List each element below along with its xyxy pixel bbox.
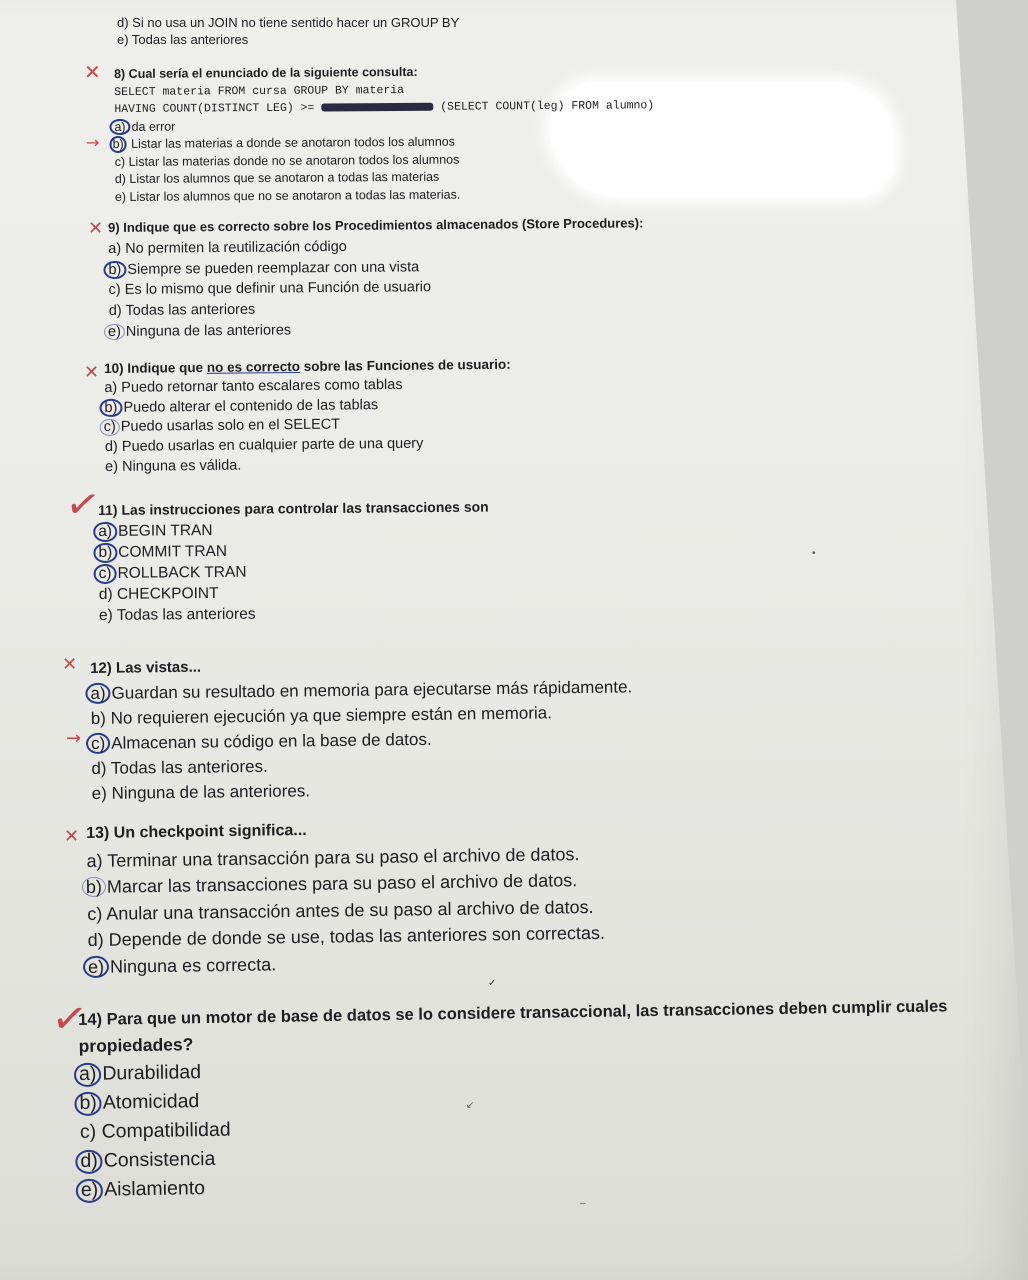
option-text: Ninguna de las anteriores — [125, 322, 292, 340]
answer-circle: a) — [74, 1063, 102, 1087]
option-letter: c) — [79, 1120, 97, 1143]
option-text: Durabilidad — [102, 1061, 202, 1085]
answer-circle: a) — [109, 118, 130, 135]
option-letter: a) — [108, 240, 122, 257]
answer-circle: b) — [103, 260, 126, 279]
option-letter: d) — [98, 585, 113, 603]
title-underlined: no es correcto — [206, 358, 300, 375]
answer-circle: b) — [99, 398, 122, 417]
question-8-code-line-1: SELECT materia FROM cursa GROUP BY materia — [114, 83, 405, 99]
question-9-title: 9) Indique que es correcto sobre los Procedimientos almacenados (Store Procedures): — [108, 215, 644, 235]
answer-circle: e) — [76, 1179, 104, 1203]
question-14 — [78, 994, 950, 1205]
option-letter: a) — [86, 850, 103, 871]
question-13-title: 13) Un checkpoint significa... — [86, 821, 307, 842]
prev-option-e: e) Todas las anteriores — [117, 32, 249, 47]
answer-circle: e) — [104, 324, 125, 341]
option-text: Listar las materias a donde se anotaron todos los alumnos — [131, 134, 456, 151]
question-14-title-line-1: 14) Para que un motor de base de datos se lo considere transaccional, las transacciones deben cumplir cuales — [78, 997, 948, 1029]
scribble-mark — [321, 103, 433, 112]
arrow-mark-q8: → — [86, 133, 100, 152]
option-text: Atomicidad — [102, 1090, 200, 1114]
option-letter: a) — [104, 379, 118, 396]
option-text: Almacenan su código en la base de datos. — [111, 729, 432, 753]
correct-mark-q14: ✓ — [48, 991, 91, 1046]
option-text: ROLLBACK TRAN — [117, 563, 247, 582]
option-letter: d) — [91, 758, 107, 778]
question-8-title: 8) Cual sería el enunciado de la siguiente consulta: — [114, 64, 418, 81]
answer-circle: b) — [82, 877, 106, 897]
option-text: Listar los alumnos que no se anotaron a todas las materias. — [129, 187, 461, 204]
option-text: Aislamiento — [104, 1177, 206, 1201]
option-letter: e) — [91, 783, 107, 803]
speck: • — [812, 548, 816, 559]
option-text: Todas las anteriores — [125, 301, 256, 320]
answer-circle: c) — [100, 419, 120, 436]
wrong-mark-q10: ✕ — [84, 362, 100, 383]
option-text: Guardan su resultado en memoria para ejecutarse más rápidamente. — [111, 677, 633, 703]
option-letter: e) — [105, 458, 119, 475]
option-letter: e) — [114, 189, 127, 204]
option-text: Listar los alumnos que se anotaron a todas las materias — [129, 169, 440, 186]
question-11 — [98, 497, 490, 626]
speck: ↙ — [466, 1100, 475, 1111]
option-letter: c) — [108, 282, 121, 299]
option-text: Anular una transacción antes de su paso al archivo de datos. — [106, 896, 594, 924]
option-text: CHECKPOINT — [116, 584, 219, 603]
question-12-title: 12) Las vistas... — [90, 658, 202, 677]
option-letter: e) — [98, 606, 113, 624]
prev-option-d: d) Si no usa un JOIN no tiene sentido hacer un GROUP BY — [117, 15, 460, 30]
question-10 — [104, 355, 512, 478]
wrong-mark-q9: ✕ — [88, 218, 104, 239]
option-text: BEGIN TRAN — [117, 522, 213, 540]
answer-circle: a) — [93, 522, 117, 542]
wrong-mark-q12: ✕ — [62, 654, 78, 675]
answer-circle: c) — [94, 564, 117, 584]
question-13 — [86, 814, 606, 980]
option-letter: d) — [108, 303, 122, 320]
option-text: Todas las anteriores. — [110, 756, 268, 778]
option-text: No requieren ejecución ya que siempre están en memoria. — [110, 703, 553, 728]
speck: – — [580, 1198, 586, 1209]
question-11-option-e — [99, 602, 490, 626]
answer-circle: d) — [75, 1150, 103, 1174]
speck: ✓ — [488, 978, 497, 989]
question-11-title: 11) Las instrucciones para controlar las transacciones son — [98, 498, 489, 518]
option-letter: d) — [114, 171, 126, 186]
option-text: Puedo alterar el contenido de las tablas — [123, 396, 379, 416]
option-text: Todas las anteriores — [116, 605, 256, 624]
answer-circle: b) — [93, 543, 117, 563]
option-text: Consistencia — [103, 1147, 216, 1172]
option-text: Es lo mismo que definir una Función de usuario — [124, 279, 432, 299]
title-part: 10) Indique que — [104, 359, 204, 376]
option-text: Compatibilidad — [101, 1118, 231, 1143]
question-12 — [90, 649, 634, 806]
title-part: sobre las Funciones de usuario: — [303, 356, 511, 374]
question-8-code-subquery: (SELECT COUNT(leg) FROM alumno) — [440, 99, 655, 114]
option-text: Siempre se pueden reemplazar con una vista — [127, 258, 420, 278]
answer-circle: b) — [109, 136, 126, 153]
option-text: Ninguna es válida. — [121, 457, 242, 475]
answer-circle: e) — [83, 955, 109, 977]
question-8 — [114, 62, 655, 206]
answer-circle: b) — [74, 1092, 102, 1116]
option-letter: d) — [104, 439, 118, 456]
option-letter: c) — [87, 903, 103, 924]
option-text: Marcar las transacciones para su paso el archivo de datos. — [106, 870, 578, 897]
question-14-title-line-2: propiedades? — [78, 1034, 194, 1056]
arrow-mark-q12: → — [66, 728, 82, 749]
option-text: Listar las materias donde no se anotaron todos los alumnos — [128, 152, 460, 169]
option-text: Ninguna de las anteriores. — [111, 781, 311, 803]
option-text: Depende de donde se use, todas las anteriores son correctas. — [108, 922, 606, 950]
option-letter: b) — [90, 708, 107, 728]
option-text: No permiten la reutilización código — [125, 238, 347, 257]
answer-circle: a) — [85, 683, 110, 704]
option-text: Ninguna es correcta. — [109, 953, 277, 977]
option-text: Puedo usarlas en cualquier parte de una query — [121, 435, 424, 456]
option-letter: d) — [87, 929, 104, 950]
option-text: Puedo retornar tanto escalares como tablas — [121, 376, 403, 396]
wrong-mark-q13: ✕ — [64, 826, 80, 847]
option-text: Terminar una transacción para su paso el archivo de datos. — [107, 843, 580, 871]
option-text: da error — [131, 119, 176, 134]
wrong-mark-q8: ✕ — [84, 60, 101, 84]
option-text: Puedo usarlas solo en el SELECT — [120, 416, 341, 436]
prev-question-tail — [117, 14, 459, 48]
question-9 — [108, 213, 644, 342]
answer-circle: c) — [86, 733, 110, 754]
question-8-code-having: HAVING COUNT(DISTINCT LEG) >= — [114, 101, 315, 116]
option-text: COMMIT TRAN — [118, 542, 228, 561]
correct-mark-q11: ✓ — [62, 479, 104, 531]
option-letter: c) — [114, 154, 126, 169]
